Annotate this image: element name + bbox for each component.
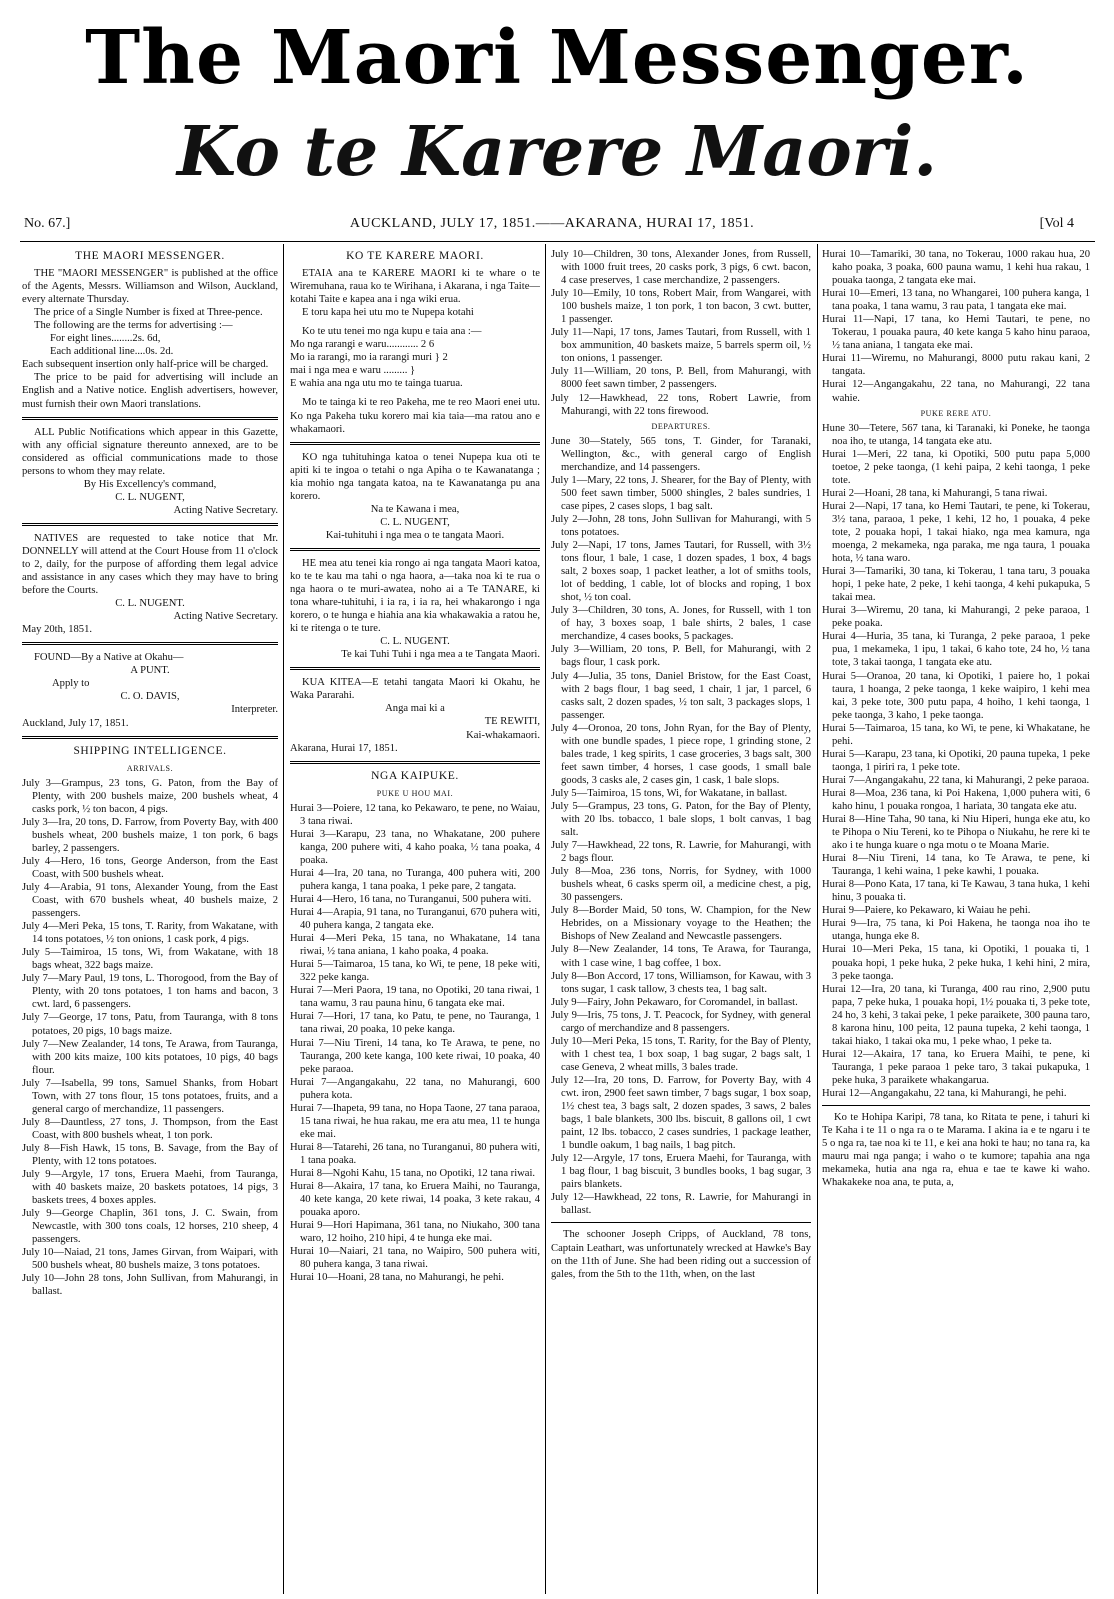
departures-list: [822, 422, 1090, 1100]
paragraph: The price of a Single Number is fixed at Three-pence.: [34, 307, 263, 319]
shipping-entry: July 9—Argyle, 17 tons, Eruera Maehi, from Tauranga, with 40 baskets maize, 20 baskets potatoes, 14 pigs, 3 baskets trees, 4 boxes apples.: [22, 1169, 278, 1207]
signature-line: Na te Kawana i mea,: [370, 503, 460, 515]
paragraph: Ko te utu tenei mo nga kupu e taia ana :—: [302, 326, 482, 338]
separator: [290, 667, 540, 670]
shipping-entry: Hurai 7—Niu Tireni, 14 tana, ko Te Arawa, te pene, no Tauranga, 200 kete kanga, 100 kete riwai, 10 poaka, 40 peke paraoa.: [290, 1037, 540, 1075]
notice-text: KO nga tuhituhinga katoa o tenei Nupepa kua oti te apiti ki te ingoa o tetahi o nga Apiha o te Kawanatanga ; kia mohio nga tangata katoa, na te Kawanatanga pu ana korero.: [290, 451, 540, 502]
shipping-entry: July 3—Grampus, 23 tons, G. Paton, from the Bay of Plenty, with 200 bushels maize, 200 bushels wheat, 4 casks pork, ½ ton bacon, 4 pigs.: [22, 777, 278, 815]
signature-title: Te kai Tuhi Tuhi i nga mea a te Tangata Maori.: [341, 649, 540, 661]
shipping-entry: Hurai 10—Tamariki, 30 tana, no Tokerau, 1000 rakau hua, 20 kaho poaka, 3 poaka, 600 pauna wamu, 1 kehi hua rakau, 1 pouaka taonga, 2 tangata eke mai.: [822, 249, 1090, 287]
volume-number: [Vol 4: [1039, 216, 1074, 231]
notice-date: Auckland, July 17, 1851.: [22, 717, 129, 729]
shipping-entry: Hurai 2—Hoani, 28 tana, ki Mahurangi, 5 tana riwai.: [822, 487, 1048, 499]
shipping-entry: July 1—Mary, 22 tons, J. Shearer, for the Bay of Plenty, with 500 feet sawn timber, 5000 shingles, 2 bales sundries, 1 case pipes, 2 cases slops, 1 bag salt.: [551, 474, 811, 512]
shipping-entry: July 10—Naiad, 21 tons, James Girvan, from Waipari, with 500 bushels wheat, 80 bushels maize, 3 tons potatoes.: [22, 1247, 278, 1272]
shipping-entry: July 3—William, 20 tons, P. Bell, for Mahurangi, with 2 bags flour, 1 cask pork.: [551, 644, 811, 669]
shipping-entry: July 7—Mary Paul, 19 tons, L. Thorogood, from the Bay of Plenty, with 20 tons potatoes, 1 ton hams and bacon, 3 cwt. lard, 6 passengers.: [22, 973, 278, 1011]
found-notice-item: A PUNT.: [130, 665, 170, 677]
signature-title: Interpreter.: [231, 704, 278, 716]
shipping-entry: Hurai 8—Pono Kata, 17 tana, ki Te Kawau, 3 tana huka, 1 kehi hinu, 3 pouaka ti.: [822, 879, 1090, 904]
issue-number: No. 67.]: [24, 216, 71, 231]
shipping-entry: Hurai 1—Meri, 22 tana, ki Opotiki, 500 putu papa 5,000 toetoe, 2 peke taonga, (1 kehi paipa, 2 kehi taonga, 1 peke tote.: [822, 448, 1090, 486]
shipping-entry: Hurai 12—Angangakahu, 22 tana, no Mahurangi, 22 tana wahie.: [822, 379, 1090, 404]
shipping-entry: July 7—New Zealander, 14 tons, Te Arawa, from Tauranga, with 200 kits maize, 100 kits potatoes, 10 pigs, 40 bags flour.: [22, 1038, 278, 1076]
signature-name: C. O. DAVIS,: [120, 691, 180, 703]
separator: [22, 736, 278, 739]
shipping-entry: July 5—Taimiroa, 15 tons, Wi, for Wakatane, in ballast.: [551, 787, 788, 799]
column-divider: [283, 244, 284, 1594]
notice-text: NATIVES are requested to take notice that Mr. DONNELLY will attend at the Court House from 11 o'clock to 2, daily, for the purpose of affording them legal advice and assistance in any cases which they may have to bring before the Courts.: [22, 532, 278, 597]
shipping-entry: July 8—Dauntless, 27 tons, J. Thompson, from the East Coast, with 800 bushels wheat, 1 ton pork.: [22, 1116, 278, 1141]
shipping-entry: July 11—Napi, 17 tons, James Tautari, from Russell, with 1 box ammunition, 40 baskets maize, 5 barrels sperm oil, ½ ton onions, 1 passenger.: [551, 327, 811, 365]
separator: [290, 442, 540, 445]
separator: [290, 761, 540, 764]
paragraph: E toru kapa hei utu mo te Nupepa kotahi: [302, 307, 474, 319]
shipping-entry: July 12—Argyle, 17 tons, Eruera Maehi, for Tauranga, with 1 bag flour, 1 bag biscuit, 3 bundles books, 1 bag sugar, 3 pairs blankets.: [551, 1153, 811, 1191]
column-divider: [817, 244, 818, 1594]
column-2: [290, 250, 540, 1595]
notice-text: HE mea atu tenei kia rongo ai nga tangata Maori katoa, ko te te kau ma tahi o nga haora, a—taka noa ki te rua o nga haora o te muri-awatea, noho ai a Te TANARE, ki tona whare-tuhituhi, i ia ra, i ia ra, hei whakarongo i nga korero, o te hunga e hiahia ana kia whakawakia a ratou he, ki te ritenga o te ture.: [290, 557, 540, 635]
header-rule: [20, 241, 1095, 242]
shipping-entry: July 2—John, 28 tons, John Sullivan for Mahurangi, with 5 tons potatoes.: [551, 513, 811, 538]
column-4: [822, 248, 1090, 1593]
shipping-entry: July 8—Fish Hawk, 15 tons, B. Savage, from the Bay of Plenty, with 12 tons potatoes.: [22, 1142, 278, 1167]
shipping-entry: Hurai 8—Akaira, 17 tana, ko Eruera Maihi, no Tauranga, 40 kete kanga, 20 kete riwai, 14 poaka, 3 kete rakau, 4 pouaka aporo.: [290, 1181, 540, 1219]
shipping-entry: Hurai 9—Hori Hapimana, 361 tana, no Niukaho, 300 tana waro, 12 hoiho, 210 hipi, 4 te hunga eke mai.: [290, 1220, 540, 1245]
signature-name: C. L. NUGENT,: [380, 516, 450, 528]
shipping-entry: Hurai 7—Hori, 17 tana, ko Patu, te pene, no Tauranga, 1 tana riwai, 20 poaka, 10 peke kanga.: [290, 1011, 540, 1036]
separator: [551, 1222, 811, 1223]
rate-line: Mo ia rarangi, mo ia rarangi muri } 2: [290, 352, 448, 364]
signature-title: Acting Native Secretary.: [173, 504, 278, 516]
shipping-entry: Hurai 4—Hero, 16 tana, no Turanganui, 500 puhera witi.: [290, 894, 532, 906]
signature-title: Acting Native Secretary.: [173, 611, 278, 623]
shipping-entry: Hurai 4—Ira, 20 tana, no Turanga, 400 puhera witi, 200 puhera kanga, 1 tana poaka, 1 peke pare, 2 tangata.: [290, 867, 540, 892]
found-notice-apply: Anga mai ki a: [385, 703, 445, 715]
shipping-entry: Hurai 2—Napi, 17 tana, ko Hemi Tautari, te pene, ki Tokerau, 3½ tana, paraoa, 1 peke, 1 kehi, 12 ho, 1 pouaka, 4 peke tote, 2 pouaka hopi, 1 takai hiako, nga mea kamura, nga moenga, 2 mekameka, nga paraka, me nga taura, 1 pouaka hota, ½ tana waro.: [822, 500, 1090, 565]
shipping-entry: July 10—Meri Peka, 15 tons, T. Rarity, for the Bay of Plenty, with 1 chest tea, 1 box soap, 1 bag sugar, 2 bags salt, 1 case Geneva, 2 wheat mills, 3 bales trade.: [551, 1035, 811, 1073]
separator: [822, 1105, 1090, 1106]
shipping-entry: Hurai 3—Karapu, 23 tana, no Whakatane, 200 puhere kanga, 200 puhere witi, 4 kaho poaka, ½ tana poaka, 4 poaka.: [290, 828, 540, 866]
shipping-entry: July 4—Oronoa, 20 tons, John Ryan, for the Bay of Plenty, with one bundle spades, 1 piece rope, 1 grinding stone, 2 bales trade, 1 keg spirits, 1 case groceries, 3 bags salt, 300 feet sawn timber, 4 horses, 1 case goods, 1 small bale goods, 3 casks ale, 2 cases gin, 1 cask, 1 bale slops.: [551, 722, 811, 786]
found-notice-apply: Apply to: [52, 678, 90, 690]
signature-name: C. L. NUGENT.: [115, 598, 185, 610]
notice-text: ALL Public Notifications which appear in this Gazette, with any official signature thereunto annexed, are to be considered as official communications made to those persons to whom they may relate.: [22, 426, 278, 477]
paragraph: ETAIA ana te KARERE MAORI ki te whare o te Wiremuhana, raua ko te Wirihana, i Akarana, i nga Taite—kotahi Taite e kapea ana i nga wiki erua.: [290, 268, 540, 306]
arrivals-list: [290, 802, 540, 1285]
wreck-report: Ko te Hohipa Karipi, 78 tana, ko Ritata te pene, i tahuri ki Te Kaha i te 11 o nga ra o te Marama. I akina ia e te ngaru i te 5 o nga ra, tae noa ki te 11, e kei ana hoki te hau; no tana ra, ka mauru mai nga panga; i waho o te kumore; tapahia ana nga mekameka, hutia ana nga ra, ehua e tae te kawe ki waho. Whakakeke noa ana, te puta, a,: [822, 1112, 1090, 1189]
shipping-entry: Hurai 4—Huria, 35 tana, ki Turanga, 2 peke paraoa, 1 peke pua, 1 mekameka, 1 ipu, 1 takai, 6 kaho tote, 24 ho, ½ tana tote, 3 takai taonga, 1 tangata eke atu.: [822, 631, 1090, 669]
shipping-entry: Hurai 11—Napi, 17 tana, ko Hemi Tautari, te pene, no Tokerau, 1 pouaka paura, 40 kete kanga 5 kaho hinu paraoa, ½ tana aniana, 1 tangata eke mai.: [822, 314, 1090, 352]
signature-name: TE REWITI,: [484, 716, 540, 728]
shipping-entry: Hurai 5—Taimaroa, 15 tana, ko Wi, te pene, ki Whakatane, he pehi.: [822, 722, 1090, 747]
shipping-entry: Hurai 8—Tatarehi, 26 tana, no Turanganui, 80 puhera witi, 1 tana poaka.: [290, 1141, 540, 1166]
shipping-entry: Hurai 8—Moa, 236 tana, ki Poi Hakena, 1,000 puhera witi, 6 kaho hinu, 1 pouaka rongoa, 1 hariata, 30 tangata eke atu.: [822, 787, 1090, 812]
shipping-entry: Hurai 10—Emeri, 13 tana, no Whangarei, 100 puhera kanga, 1 tana poaka, 1 tana wamu, 3 rau pata, 1 tangata eke mai.: [822, 288, 1090, 313]
separator: [290, 548, 540, 551]
shipping-entry: Hurai 9—Ira, 75 tana, ki Poi Hakena, he taonga noa iho te utanga, hunga eke 8.: [822, 918, 1090, 943]
rate-line: For eight lines........2s. 6d,: [50, 333, 161, 345]
shipping-heading: SHIPPING INTELLIGENCE.: [73, 744, 227, 757]
shipping-entry: Hurai 12—Akaira, 17 tana, ko Eruera Maihi, te pene, ki Tauranga, 1 peke paraoa 1 peke taro, 3 takai pukapuka, 1 peke huka, 3 paraikete whakangarua.: [822, 1048, 1090, 1086]
separator: [22, 642, 278, 645]
signature-line: By His Excellency's command,: [83, 478, 217, 490]
shipping-entry: July 7—George, 17 tons, Patu, from Tauranga, with 8 tons potatoes, 20 pigs, 10 bags maize.: [22, 1012, 278, 1037]
shipping-entry: Hurai 12—Ira, 20 tana, ki Turanga, 400 rau rino, 2,900 putu papa, 7 peke huka, 1 pouaka hopi, 1½ pouaka ti, 3 peke tote, 24 ho, 3 kehi, 3 takai peke, 1 peke paraikete, 300 pauna taro, 8 karona hinu, 100 peita, 12 pauna tupeka, 2 kehi taonga, 1 takai hiako, 1 takai oka mu, 1 peke whao, 1 peke ta.: [822, 983, 1090, 1047]
arrivals-subheading: PUKE U HOU MAI.: [376, 788, 454, 798]
shipping-entry: Hurai 5—Taimaroa, 15 tana, ko Wi, te pene, 18 peke witi, 322 peke kanga.: [290, 959, 540, 984]
column-divider: [545, 244, 546, 1594]
shipping-entry: July 8—Bon Accord, 17 tons, Williamson, for Kawau, with 3 tons sugar, 1 cask tallow, 3 chests tea, 1 bag salt.: [551, 970, 811, 995]
found-notice: FOUND—By a Native at Okahu—: [34, 652, 184, 664]
shipping-entry: June 30—Stately, 565 tons, T. Ginder, for Taranaki, Wellington, &c., with general cargo of English merchandize, and 14 passengers.: [551, 435, 811, 473]
shipping-entry: July 8—Moa, 236 tons, Norris, for Sydney, with 1000 bushels wheat, 6 casks sperm oil, a medicine chest, a pig, 30 passengers.: [551, 866, 811, 904]
shipping-entry: Hurai 11—Wiremu, no Mahurangi, 8000 putu rakau kani, 2 tangata.: [822, 353, 1090, 378]
shipping-entry: July 5—Grampus, 23 tons, G. Paton, for the Bay of Plenty, with 20 lbs. tobacco, 1 bale slops, 1 bolt canvas, 1 bag salt.: [551, 800, 811, 839]
shipping-entry: Hurai 10—Hoani, 28 tana, no Mahurangi, he pehi.: [290, 1272, 504, 1284]
shipping-entry: July 10—Emily, 10 tons, Robert Mair, from Wangarei, with 100 bushels maize, 1 ton pork, 1 ton bacon, 3 cwt. butter, 1 passenger.: [551, 288, 811, 326]
shipping-entry: July 10—John 28 tons, John Sullivan, from Mahurangi, in ballast.: [22, 1273, 278, 1298]
signature-title: Kai-tuhituhi i nga mea o te tangata Maori.: [325, 529, 505, 541]
shipping-entry: Hurai 8—Ngohi Kahu, 15 tana, no Opotiki, 12 tana riwai.: [290, 1168, 536, 1179]
notice-date: May 20th, 1851.: [22, 624, 93, 636]
shipping-entry: Hurai 12—Angangakahu, 22 tana, ki Mahurangi, he pehi.: [822, 1088, 1067, 1099]
dateline: [20, 212, 1084, 236]
column-1: [22, 250, 278, 1595]
column-3: [551, 248, 811, 1593]
paragraph: The following are the terms for advertising :—: [34, 320, 233, 332]
shipping-entry: July 10—Children, 30 tons, Alexander Jones, from Russell, with 1000 fruit trees, 20 casks pork, 3 pigs, 6 cwt. bacon, 4 case preserves, 1 case merchandize, 2 passengers.: [551, 249, 811, 287]
shipping-heading: NGA KAIPUKE.: [371, 769, 459, 782]
rate-line: Mo nga rarangi e waru............ 2 6: [290, 339, 435, 351]
shipping-entry: July 4—Meri Peka, 15 tons, T. Rarity, from Wakatane, with 14 tons potatoes, ½ ton onions, 1 cask pork, 4 pigs.: [22, 921, 278, 946]
shipping-entry: July 7—Isabella, 99 tons, Samuel Shanks, from Hobart Town, with 27 tons flour, 15 tons potatoes, fruits, and a general cargo of merchandize, 11 passengers.: [22, 1077, 278, 1115]
shipping-entry: July 3—Children, 30 tons, A. Jones, for Russell, with 1 ton of hay, 3 boxes soap, 1 bale shirts, 2 bales, 1 case merchandize, 4 cases books, 5 packages.: [551, 605, 811, 643]
paragraph: The price to be paid for advertising will include an English and a Native notice. English advertisers, however, must furnish their own Maori translations.: [22, 372, 278, 410]
departures-subheading: PUKE RERE ATU.: [920, 408, 992, 418]
issue-date: AUCKLAND, JULY 17, 1851.——AKARANA, HURAI 17, 1851.: [349, 216, 755, 231]
wreck-report: The schooner Joseph Cripps, of Auckland, 78 tons, Captain Leathart, was unfortunately wrecked at Hawke's Bay on the 11th of June. She had been riding out a succession of gales, from the 5th to the 11th, when, on the last: [551, 1229, 811, 1280]
shipping-entry: July 8—Border Maid, 50 tons, W. Champion, for the New Hebrides, on a Missionary voyage to the Heathen; the Bishops of New Zealand and Newcastle passengers.: [551, 905, 811, 943]
shipping-entry: July 3—Ira, 20 tons, D. Farrow, from Poverty Bay, with 400 bushels wheat, 200 bushels maize, 1 ton pork, 6 bags barley, 2 passengers.: [22, 816, 278, 854]
signature-name: C. L. NUGENT.: [380, 636, 450, 648]
signature-title: Kai-whakamaori.: [466, 729, 540, 741]
shipping-entry: July 5—Taimiroa, 15 tons, Wi, from Wakatane, with 18 bags wheat, 322 bags maize.: [22, 947, 278, 972]
found-notice: KUA KITEA—E tetahi tangata Maori ki Okahu, he Waka Pararahi.: [290, 677, 540, 702]
shipping-entry: July 8—New Zealander, 14 tons, Te Arawa, for Tauranga, with 1 case wine, 1 bag coffee, 1 box.: [551, 944, 811, 969]
shipping-entry: Hurai 5—Oranoa, 20 tana, ki Opotiki, 1 paiere ho, 1 pokai taura, 1 hoanga, 2 peke taonga, 1 keke waipiro, 1 kehi mea kai, 3 peke tote, 300 putu papa, 4 hoiho, 1 kehi taonga, 1 peke taonga, 3 kaho, 1 peke taonga.: [822, 670, 1090, 721]
signature-name: C. L. NUGENT,: [115, 491, 185, 503]
shipping-entry: July 4—Arabia, 91 tons, Alexander Young, from the East Coast, with 670 bushels wheat, 40 bushels maize, 2 passengers.: [22, 882, 278, 920]
shipping-entry: Hurai 3—Wiremu, 20 tana, ki Mahurangi, 2 peke paraoa, 1 peke poaka.: [822, 605, 1090, 630]
shipping-entry: Hurai 7—Ihapeta, 99 tana, no Hopa Taone, 27 tana paraoa, 15 tana riwai, he hua rakau, me era atu mea, 11 te hunga eke mai.: [290, 1102, 540, 1140]
shipping-entry: July 12—Hawkhead, 22 tons, R. Lawrie, for Mahurangi in ballast.: [551, 1192, 811, 1217]
shipping-entry: July 9—Fairy, John Pekawaro, for Coromandel, in ballast.: [551, 996, 798, 1008]
shipping-entry: Hurai 4—Arapia, 91 tana, no Turanganui, 670 puhera witi, 40 puhera kanga, 2 tangata eke.: [290, 907, 540, 932]
separator: [22, 417, 278, 420]
shipping-entry: July 11—William, 20 tons, P. Bell, from Mahurangi, with 8000 feet sawn timber, 2 passengers.: [551, 366, 811, 391]
section-heading: THE MAORI MESSENGER.: [75, 250, 225, 262]
rate-line: mai i nga mea e waru ......... }: [290, 365, 416, 377]
shipping-entry: July 4—Hero, 16 tons, George Anderson, from the East Coast, with 500 bushels wheat.: [22, 855, 278, 880]
paragraph: E wahia ana nga utu mo te tainga tuarua.: [290, 378, 463, 390]
shipping-entry: Hurai 7—Meri Paora, 19 tana, no Opotiki, 20 tana riwai, 1 tana wamu, 3 rau pauna hinu, 6 tangata eke mai.: [290, 985, 540, 1010]
shipping-entry: Hurai 3—Tamariki, 30 tana, ki Tokerau, 1 tana taru, 3 pouaka hopi, 1 peke hate, 2 peke, 1 kehi taonga, 4 kehi pukapuka, 5 takai mea.: [822, 566, 1090, 604]
rate-line: Each additional line....0s. 2d.: [50, 346, 174, 358]
paragraph: Mo te tainga ki te reo Pakeha, me te reo Maori enei utu. Ko nga Pakeha tuku korero mai kia taia—ma ratou ano e whakamaori.: [290, 397, 540, 435]
shipping-entry: July 7—Hawkhead, 22 tons, R. Lawrie, for Mahurangi, with 2 bags flour.: [551, 840, 811, 865]
shipping-entry: July 9—George Chaplin, 361 tons, J. C. Swain, from Newcastle, with 300 tons coals, 12 horses, 210 sheep, 4 passengers.: [22, 1208, 278, 1246]
arrivals-list: [822, 248, 1090, 405]
paragraph: Each subsequent insertion only half-price will be charged.: [22, 359, 269, 371]
shipping-entry: Hurai 8—Hine Taha, 90 tana, ki Niu Hiperi, hunga eke atu, ko te Pihopa o Niu Tereni, ko te Pihopa o Niukahu, he rere ki te ako i te hunga kuare o nga motu o te Moana Marie.: [822, 814, 1090, 852]
shipping-entry: July 12—Ira, 20 tons, D. Farrow, for Poverty Bay, with 4 cwt. iron, 2900 feet sawn timber, 7 bags sugar, 1 box soap, 1½ chest tea, 3 bags salt, 2 dozen spades, 3 saws, 2 bales bags, 1 bale blankets, 300 lbs. biscuit, 8 gallons oil, 1 cwt paint, 12 lbs. tobacco, 2 cases sundries, 1 package leather, 1 bundle oakum, 1 bag nails, 1 bag pitch.: [551, 1074, 811, 1152]
shipping-entry: July 2—Napi, 17 tons, James Tautari, for Russell, with 3½ tons flour, 1 bale, 1 case, 1 dozen spades, 1 box, 4 bags salt, 2 boxes soap, 1 packet leather, a lot of smiths tools, lot of bedding, 1 cable, lot of blocks and roping, 1 box shot, ½ ton coal.: [551, 540, 811, 604]
paragraph: THE "MAORI MESSENGER" is published at the office of the Agents, Messrs. Williamson and Wilson, Auckland, every alternate Thursday.: [22, 268, 278, 306]
departures-subheading: DEPARTURES.: [651, 421, 711, 431]
shipping-entry: Hurai 5—Karapu, 23 tana, ki Opotiki, 20 pauna tupeka, 1 peke taonga, 1 piriri ra, 1 peke tote.: [822, 748, 1090, 773]
shipping-entry: Hurai 4—Meri Peka, 15 tana, no Whakatane, 14 tana riwai, ½ tana aniana, 1 kaho poaka, 4 poaka.: [290, 933, 540, 958]
shipping-entry: Hurai 10—Meri Peka, 15 tana, ki Opotiki, 1 pouaka ti, 1 pouaka hopi, 1 peke huka, 2 peke huka, 1 kehi hini, 2 mira, 3 peke taonga.: [822, 944, 1090, 982]
arrivals-list: [551, 248, 811, 418]
shipping-entry: July 12—Hawkhead, 22 tons, Robert Lawrie, from Mahurangi, with 22 tons firewood.: [551, 392, 811, 417]
shipping-entry: Hurai 10—Naiari, 21 tana, no Waipiro, 500 puhera witi, 80 puhera kanga, 3 tana riwai.: [290, 1246, 540, 1271]
shipping-entry: Hune 30—Tetere, 567 tana, ki Taranaki, ki Poneke, he taonga noa iho, te utanga, 14 tangata eke atu.: [822, 422, 1090, 447]
shipping-entry: Hurai 7—Angangakahu, 22 tana, ki Mahurangi, 2 peke paraoa.: [822, 774, 1090, 786]
shipping-entry: Hurai 3—Poiere, 12 tana, ko Pekawaro, te pene, no Waiau, 3 tana riwai.: [290, 802, 540, 827]
shipping-entry: Hurai 9—Paiere, ko Pekawaro, ki Waiau he pehi.: [822, 905, 1031, 917]
shipping-entry: July 9—Iris, 75 tons, J. T. Peacock, for Sydney, with general cargo of merchandize and 8 passengers.: [551, 1009, 811, 1034]
shipping-entry: Hurai 8—Niu Tireni, 14 tana, ko Te Arawa, te pene, ki Tauranga, 1 kehi waina, 1 peke kawhi, 1 pouaka.: [822, 853, 1090, 878]
arrivals-list: [22, 777, 278, 1299]
shipping-entry: July 4—Julia, 35 tons, Daniel Bristow, for the East Coast, with 2 bags flour, 1 bag seed, 1 chair, 1 jar, 1 parcel, 6 casks salt, 2 dozen spades, ½ ton salt, 3 packages slops, 1 passenger.: [551, 670, 811, 721]
masthead-title-english: The Maori Messenger.: [85, 15, 1029, 101]
section-heading: KO TE KARERE MAORI.: [346, 250, 484, 262]
notice-date: Akarana, Hurai 17, 1851.: [290, 742, 398, 754]
separator: [22, 523, 278, 526]
shipping-entry: Hurai 7—Angangakahu, 22 tana, no Mahurangi, 600 puhera kota.: [290, 1076, 540, 1101]
masthead-title-maori: Ko te Karere Maori.: [176, 112, 938, 192]
arrivals-subheading: ARRIVALS.: [126, 763, 174, 773]
departures-list: [551, 435, 811, 1218]
